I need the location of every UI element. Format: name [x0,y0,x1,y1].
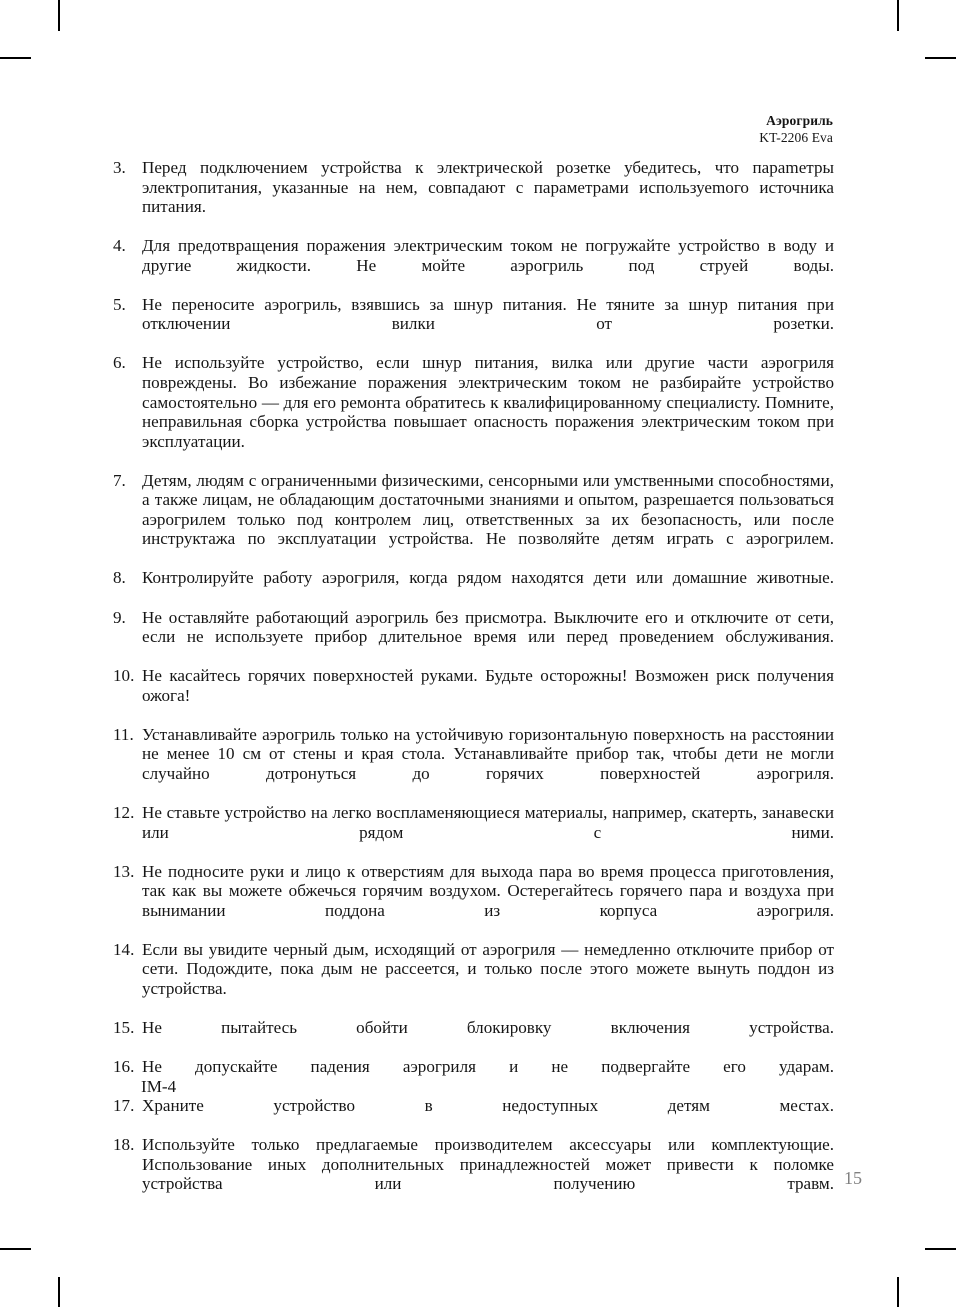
safety-item-text: Если вы увидите черный дым, исходящий от аэрогриля — немедленно отключите прибор от сети. Подождите, пока дым не рассеется, и только после этого можете вынуть поддон из устройства. [142,939,834,998]
safety-item-number: 7. [113,470,126,490]
safety-item [113,353,834,470]
crop-mark-bottom-right-horizontal [925,1248,956,1250]
safety-item-number: 11. [113,724,134,744]
crop-mark-bottom-right-vertical [897,1277,899,1307]
safety-item [113,725,834,803]
safety-item [113,940,834,1018]
safety-item [113,568,834,607]
crop-mark-top-left-vertical [58,0,60,31]
safety-item-text: Не допускайте падения аэрогриля и не подвергайте его ударам. [142,1057,834,1077]
safety-item-text: Не касайтесь горячих поверхностей руками. Будьте осторожны! Возможен риск получения ожога! [142,666,834,705]
safety-item [113,471,834,569]
safety-item [113,862,834,940]
safety-item [113,158,834,236]
model-number: KT-2206 Eva [759,130,833,146]
safety-item-text: Детям, людям с ограниченными физическими, сенсорными или умственными способностями, а также лицам, не обладающим достаточными знаниями и опытом, разрешается пользоваться аэрогрилем только под контролем лиц, ответственных за их безопасность, или после инструктажа по эксплуатации устройства. Не позволяйте детям играть с аэрогрилем. [142,470,834,549]
safety-item-text: Не оставляйте работающий аэрогриль без присмотра. Выключите его и отключите от сети, если не используете прибор длительное время или перед проведением обслуживания. [142,607,834,647]
safety-item-number: 12. [113,803,135,823]
safety-item-number: 13. [113,861,135,881]
safety-item-number: 15. [113,1018,135,1038]
crop-mark-top-right-vertical [897,0,899,31]
safety-item-number: 9. [113,607,126,627]
safety-item-text: Перед подключением устройства к электрической розетке убедитесь, что параmетры электропитания, указанные на нем, совпадают с параметрами используеmого источника питания. [142,158,834,217]
safety-item-text: Устанавливайте аэрогриль только на устойчивую горизонтальную поверхность на расстоянии не менее 10 см от стены и края стола. Устанавливайте прибор так, чтобы дети не могли случайно дотронуться до горячих поверхностей аэрогриля. [142,724,834,783]
safety-item [113,666,834,725]
safety-item [113,803,834,862]
crop-mark-bottom-left-vertical [58,1277,60,1307]
safety-item [113,608,834,667]
safety-item-text: Не переносите аэрогриль, взявшись за шнур питания. Не тяните за шнур питания при отключении вилки от розетки. [142,294,834,334]
safety-item-number: 16. [113,1057,135,1077]
running-head [113,112,833,146]
safety-item-text: Используйте только предлагаемые производителем аксессуары или комплектующие. Использование иных дополнительных принадлежностей может привести к поломке устройства или получению травм. [142,1135,834,1194]
crop-mark-top-right-horizontal [925,57,956,59]
safety-item [113,295,834,354]
safety-item [113,236,834,295]
safety-item-number: 17. [113,1096,135,1116]
safety-item-number: 6. [113,353,126,373]
crop-mark-bottom-left-horizontal [0,1248,31,1250]
safety-item [113,1018,834,1057]
safety-item [113,1096,834,1135]
im-code: IM-4 [141,1077,177,1096]
safety-item-text: Не ставьте устройство на легко воспламеняющиеся материалы, например, скатерть, занавески или рядом с ними. [142,803,834,842]
safety-item-number: 4. [113,236,126,256]
safety-item-text: Не используйте устройство, если шнур питания, вилка или другие части аэрогриля повреждены. Во избежание поражения электрическим током не разбирайте устройство самостоятельно — для его ремонта обратитесь к квалифицированному специалисту. Помните, неправильная сборка устройства повышает опасность поражения электрическим током при эксплуатации. [142,353,834,451]
safety-item-number: 10. [113,666,135,686]
safety-item [113,1057,834,1096]
product-name: Аэрогриль [766,113,833,128]
safety-instructions-list [113,158,834,1214]
safety-item-number: 3. [113,158,126,177]
safety-item-text: Не подносите руки и лицо к отверстиям для выхода пара во время процесса приготовления, так как вы можете обжечься горячим воздухом. Остерегайтесь горячего пара и воздуха при вынимании поддона из корпуса аэрогриля. [142,861,834,920]
safety-item-text: Храните устройство в недоступных детям местах. [142,1096,834,1116]
safety-item-text: Не пытайтесь обойти блокировку включения устройства. [142,1018,834,1038]
safety-item-number: 5. [113,294,126,314]
page-body [113,158,834,1214]
safety-item-number: 8. [113,568,126,588]
crop-mark-top-left-horizontal [0,57,31,59]
page-number: 15 [844,1168,862,1188]
safety-item-number: 14. [113,939,135,959]
safety-item-text: Контролируйте работу аэрогриля, когда рядом находятся дети или домашние животные. [142,568,834,588]
safety-item-text: Для предотвращения поражения электрическим током не погружайте устройство в воду и другие жидкости. Не мойте аэрогриль под струей воды. [142,236,834,275]
safety-item-number: 18. [113,1135,135,1155]
